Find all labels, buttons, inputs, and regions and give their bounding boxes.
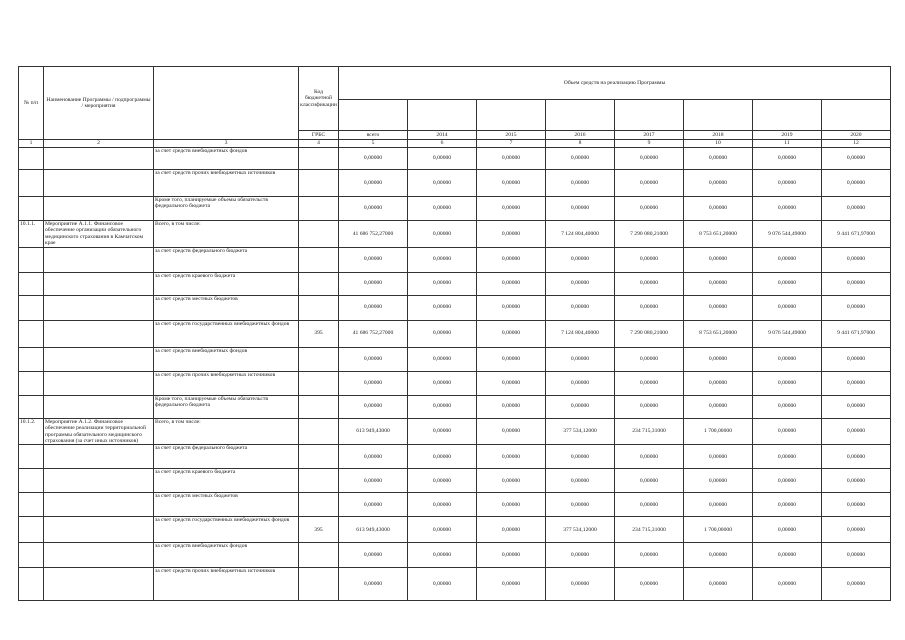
year-value-cell: 0,00000 bbox=[408, 418, 477, 445]
year-value-cell: 0,00000 bbox=[684, 543, 753, 568]
header-year-cell: 2018 bbox=[684, 131, 753, 140]
table-row bbox=[19, 247, 891, 272]
grbs-code-cell bbox=[299, 445, 339, 469]
year-value-cell: 7 124 804,40000 bbox=[546, 320, 615, 347]
year-value-cell: 0,00000 bbox=[753, 272, 822, 295]
column-index-cell: 8 bbox=[546, 140, 615, 148]
table-row bbox=[19, 395, 891, 418]
table-row bbox=[19, 197, 891, 221]
year-value-cell: 7 290 080,21000 bbox=[615, 221, 684, 248]
column-index-cell: 4 bbox=[299, 140, 339, 148]
year-value-cell: 0,00000 bbox=[684, 272, 753, 295]
header-year-cell: 2019 bbox=[753, 131, 822, 140]
activity-name-cell bbox=[44, 543, 154, 568]
total-value-cell: 0,00000 bbox=[339, 170, 408, 197]
activity-name-cell: Мероприятие А.1.1. Финансовое обеспечение организации обязательного медицинского страхования в Камчатском крае bbox=[44, 221, 154, 248]
total-value-cell: 613 949,43000 bbox=[339, 517, 408, 543]
year-value-cell: 0,00000 bbox=[615, 445, 684, 469]
funding-source-cell: за счет средств внебюджетных фондов bbox=[154, 543, 299, 568]
year-value-cell: 0,00000 bbox=[684, 371, 753, 395]
year-value-cell: 0,00000 bbox=[546, 272, 615, 295]
total-value-cell: 0,00000 bbox=[339, 469, 408, 493]
grbs-code-cell: 395 bbox=[299, 517, 339, 543]
table-row bbox=[19, 371, 891, 395]
activity-name-cell bbox=[44, 148, 154, 170]
year-value-cell: 0,00000 bbox=[753, 371, 822, 395]
column-index-cell: 6 bbox=[408, 140, 477, 148]
year-value-cell: 0,00000 bbox=[408, 148, 477, 170]
column-index-cell: 3 bbox=[154, 140, 299, 148]
year-value-cell: 0,00000 bbox=[477, 568, 546, 601]
year-value-cell: 0,00000 bbox=[477, 148, 546, 170]
activity-name-cell bbox=[44, 347, 154, 371]
table-row bbox=[19, 568, 891, 601]
year-value-cell: 0,00000 bbox=[615, 247, 684, 272]
year-value-cell: 0,00000 bbox=[684, 295, 753, 320]
table-row bbox=[19, 445, 891, 469]
header-year-cell: 2016 bbox=[546, 131, 615, 140]
year-value-cell: 8 753 651,20000 bbox=[684, 320, 753, 347]
year-value-cell: 0,00000 bbox=[753, 418, 822, 445]
activity-name-cell bbox=[44, 197, 154, 221]
year-value-cell: 0,00000 bbox=[477, 469, 546, 493]
year-value-cell: 0,00000 bbox=[615, 395, 684, 418]
year-value-cell: 0,00000 bbox=[408, 445, 477, 469]
activity-name-cell bbox=[44, 568, 154, 601]
year-value-cell: 0,00000 bbox=[477, 395, 546, 418]
table-row bbox=[19, 170, 891, 197]
table-row bbox=[19, 543, 891, 568]
column-index-cell: 11 bbox=[753, 140, 822, 148]
row-number-cell bbox=[19, 247, 44, 272]
table-row bbox=[19, 493, 891, 517]
year-value-cell: 9 076 544,49000 bbox=[753, 320, 822, 347]
activity-name-cell bbox=[44, 320, 154, 347]
total-value-cell: 0,00000 bbox=[339, 148, 408, 170]
column-index-cell: 10 bbox=[684, 140, 753, 148]
year-value-cell: 0,00000 bbox=[546, 493, 615, 517]
year-value-cell: 0,00000 bbox=[477, 221, 546, 248]
activity-name-cell bbox=[44, 295, 154, 320]
activity-name-cell bbox=[44, 272, 154, 295]
year-value-cell: 0,00000 bbox=[408, 568, 477, 601]
row-number-cell: 10.1.1. bbox=[19, 221, 44, 248]
year-value-cell: 0,00000 bbox=[753, 517, 822, 543]
year-value-cell: 0,00000 bbox=[753, 543, 822, 568]
budget-table-sheet bbox=[18, 66, 891, 601]
year-value-cell: 0,00000 bbox=[615, 568, 684, 601]
year-value-cell: 0,00000 bbox=[408, 197, 477, 221]
row-number-cell bbox=[19, 445, 44, 469]
year-value-cell: 0,00000 bbox=[615, 371, 684, 395]
grbs-code-cell bbox=[299, 371, 339, 395]
grbs-code-cell bbox=[299, 170, 339, 197]
funding-source-cell: Кроме того, планируемые объемы обязательств федерального бюджета bbox=[154, 197, 299, 221]
funding-source-cell: за счет средств местных бюджетов bbox=[154, 295, 299, 320]
grbs-code-cell: 395 bbox=[299, 320, 339, 347]
total-value-cell: 41 686 752,27000 bbox=[339, 221, 408, 248]
year-value-cell: 0,00000 bbox=[753, 295, 822, 320]
year-value-cell: 0,00000 bbox=[822, 568, 891, 601]
funding-source-cell: за счет средств прочих внебюджетных источников bbox=[154, 568, 299, 601]
funding-source-cell: за счет средств внебюджетных фондов bbox=[154, 347, 299, 371]
year-value-cell: 0,00000 bbox=[615, 347, 684, 371]
funding-source-cell: за счет средств краевого бюджета bbox=[154, 272, 299, 295]
year-value-cell: 0,00000 bbox=[822, 418, 891, 445]
year-value-cell: 377 534,12000 bbox=[546, 418, 615, 445]
row-number-cell bbox=[19, 469, 44, 493]
grbs-code-cell bbox=[299, 148, 339, 170]
activity-name-cell bbox=[44, 493, 154, 517]
row-number-cell: 10.1.2. bbox=[19, 418, 44, 445]
header-blank-cell bbox=[615, 100, 684, 131]
funding-source-cell: за счет средств федерального бюджета bbox=[154, 247, 299, 272]
year-value-cell: 0,00000 bbox=[408, 221, 477, 248]
row-number-cell bbox=[19, 148, 44, 170]
total-value-cell: 0,00000 bbox=[339, 568, 408, 601]
total-value-cell: 0,00000 bbox=[339, 347, 408, 371]
year-value-cell: 9 441 671,97000 bbox=[822, 320, 891, 347]
year-value-cell: 0,00000 bbox=[822, 272, 891, 295]
year-value-cell: 7 124 804,40000 bbox=[546, 221, 615, 248]
total-value-cell: 0,00000 bbox=[339, 272, 408, 295]
header-source-cell bbox=[154, 67, 299, 140]
table-row bbox=[19, 148, 891, 170]
year-value-cell: 0,00000 bbox=[408, 469, 477, 493]
total-value-cell: 0,00000 bbox=[339, 371, 408, 395]
row-number-cell bbox=[19, 493, 44, 517]
activity-name-cell bbox=[44, 469, 154, 493]
year-value-cell: 0,00000 bbox=[753, 395, 822, 418]
grbs-code-cell bbox=[299, 568, 339, 601]
row-number-cell bbox=[19, 543, 44, 568]
year-value-cell: 0,00000 bbox=[684, 568, 753, 601]
total-value-cell: 41 686 752,27000 bbox=[339, 320, 408, 347]
year-value-cell: 0,00000 bbox=[408, 517, 477, 543]
year-value-cell: 0,00000 bbox=[477, 445, 546, 469]
row-number-cell bbox=[19, 517, 44, 543]
year-value-cell: 0,00000 bbox=[822, 395, 891, 418]
table-row bbox=[19, 347, 891, 371]
year-value-cell: 1 700,00000 bbox=[684, 517, 753, 543]
header-code-cell: Код бюджетной классификации bbox=[299, 67, 339, 131]
year-value-cell: 0,00000 bbox=[615, 272, 684, 295]
total-value-cell: 0,00000 bbox=[339, 395, 408, 418]
activity-name-cell bbox=[44, 371, 154, 395]
column-index-cell: 1 bbox=[19, 140, 44, 148]
header-blank-cell bbox=[684, 100, 753, 131]
funding-source-cell: за счет средств краевого бюджета bbox=[154, 469, 299, 493]
year-value-cell: 0,00000 bbox=[684, 445, 753, 469]
year-value-cell: 0,00000 bbox=[477, 543, 546, 568]
table-row bbox=[19, 469, 891, 493]
year-value-cell: 0,00000 bbox=[684, 148, 753, 170]
year-value-cell: 0,00000 bbox=[753, 148, 822, 170]
year-value-cell: 0,00000 bbox=[615, 170, 684, 197]
activity-name-cell bbox=[44, 445, 154, 469]
year-value-cell: 0,00000 bbox=[753, 170, 822, 197]
year-value-cell: 0,00000 bbox=[822, 371, 891, 395]
year-value-cell: 0,00000 bbox=[408, 272, 477, 295]
table-row bbox=[19, 418, 891, 445]
year-value-cell: 0,00000 bbox=[477, 517, 546, 543]
year-value-cell: 0,00000 bbox=[477, 295, 546, 320]
header-total-cell: всего bbox=[339, 131, 408, 140]
year-value-cell: 0,00000 bbox=[477, 320, 546, 347]
year-value-cell: 0,00000 bbox=[408, 295, 477, 320]
header-blank-cell bbox=[477, 100, 546, 131]
total-value-cell: 0,00000 bbox=[339, 197, 408, 221]
year-value-cell: 9 076 544,49000 bbox=[753, 221, 822, 248]
header-blank-cell bbox=[339, 100, 408, 131]
grbs-code-cell bbox=[299, 543, 339, 568]
activity-name-cell bbox=[44, 247, 154, 272]
table-row bbox=[19, 272, 891, 295]
column-index-cell: 7 bbox=[477, 140, 546, 148]
activity-name-cell: Мероприятие А.1.2. Финансовое обеспечение реализации территориальной программы обязательного медицинского страхования (за счет иных источников) bbox=[44, 418, 154, 445]
column-index-cell: 5 bbox=[339, 140, 408, 148]
year-value-cell: 0,00000 bbox=[822, 148, 891, 170]
year-value-cell: 0,00000 bbox=[615, 295, 684, 320]
year-value-cell: 0,00000 bbox=[615, 148, 684, 170]
year-value-cell: 234 715,31000 bbox=[615, 418, 684, 445]
year-value-cell: 0,00000 bbox=[477, 272, 546, 295]
table-row bbox=[19, 295, 891, 320]
year-value-cell: 0,00000 bbox=[546, 371, 615, 395]
year-value-cell: 0,00000 bbox=[822, 347, 891, 371]
grbs-code-cell bbox=[299, 272, 339, 295]
funding-source-cell: Всего, в том числе: bbox=[154, 221, 299, 248]
year-value-cell: 1 700,00000 bbox=[684, 418, 753, 445]
year-value-cell: 0,00000 bbox=[684, 493, 753, 517]
funding-source-cell: за счет средств внебюджетных фондов bbox=[154, 148, 299, 170]
total-value-cell: 0,00000 bbox=[339, 445, 408, 469]
header-blank-cell bbox=[408, 100, 477, 131]
total-value-cell: 0,00000 bbox=[339, 543, 408, 568]
year-value-cell: 0,00000 bbox=[822, 197, 891, 221]
year-value-cell: 0,00000 bbox=[477, 197, 546, 221]
funding-source-cell: за счет средств государственных внебюджетных фондов bbox=[154, 320, 299, 347]
year-value-cell: 0,00000 bbox=[753, 493, 822, 517]
year-value-cell: 0,00000 bbox=[822, 493, 891, 517]
year-value-cell: 0,00000 bbox=[822, 445, 891, 469]
year-value-cell: 0,00000 bbox=[753, 445, 822, 469]
funding-source-cell: Всего, в том числе: bbox=[154, 418, 299, 445]
year-value-cell: 0,00000 bbox=[822, 543, 891, 568]
row-number-cell bbox=[19, 272, 44, 295]
year-value-cell: 0,00000 bbox=[408, 170, 477, 197]
total-value-cell: 0,00000 bbox=[339, 295, 408, 320]
row-number-cell bbox=[19, 395, 44, 418]
total-value-cell: 0,00000 bbox=[339, 247, 408, 272]
year-value-cell: 9 441 671,97000 bbox=[822, 221, 891, 248]
header-year-cell: 2020 bbox=[822, 131, 891, 140]
year-value-cell: 0,00000 bbox=[822, 469, 891, 493]
column-index-cell: 12 bbox=[822, 140, 891, 148]
grbs-code-cell bbox=[299, 418, 339, 445]
year-value-cell: 0,00000 bbox=[615, 493, 684, 517]
header-row-index bbox=[19, 140, 891, 148]
year-value-cell: 0,00000 bbox=[477, 493, 546, 517]
year-value-cell: 0,00000 bbox=[615, 469, 684, 493]
year-value-cell: 0,00000 bbox=[822, 247, 891, 272]
year-value-cell: 0,00000 bbox=[546, 148, 615, 170]
year-value-cell: 0,00000 bbox=[822, 517, 891, 543]
activity-name-cell bbox=[44, 517, 154, 543]
year-value-cell: 0,00000 bbox=[408, 543, 477, 568]
header-blank-cell bbox=[753, 100, 822, 131]
header-grbs-cell: ГРБС bbox=[299, 131, 339, 140]
year-value-cell: 0,00000 bbox=[822, 170, 891, 197]
grbs-code-cell bbox=[299, 395, 339, 418]
year-value-cell: 0,00000 bbox=[546, 395, 615, 418]
year-value-cell: 0,00000 bbox=[546, 247, 615, 272]
table-row bbox=[19, 517, 891, 543]
year-value-cell: 0,00000 bbox=[546, 295, 615, 320]
year-value-cell: 0,00000 bbox=[477, 371, 546, 395]
year-value-cell: 0,00000 bbox=[684, 469, 753, 493]
year-value-cell: 0,00000 bbox=[477, 418, 546, 445]
year-value-cell: 0,00000 bbox=[684, 395, 753, 418]
year-value-cell: 0,00000 bbox=[408, 371, 477, 395]
row-number-cell bbox=[19, 295, 44, 320]
row-number-cell bbox=[19, 170, 44, 197]
funding-source-cell: Кроме того, планируемые объемы обязательств федерального бюджета bbox=[154, 395, 299, 418]
year-value-cell: 0,00000 bbox=[477, 347, 546, 371]
grbs-code-cell bbox=[299, 295, 339, 320]
year-value-cell: 0,00000 bbox=[684, 197, 753, 221]
funding-source-cell: за счет средств федерального бюджета bbox=[154, 445, 299, 469]
year-value-cell: 0,00000 bbox=[615, 197, 684, 221]
year-value-cell: 0,00000 bbox=[546, 445, 615, 469]
grbs-code-cell bbox=[299, 347, 339, 371]
funding-source-cell: за счет средств прочих внебюджетных источников bbox=[154, 371, 299, 395]
activity-name-cell bbox=[44, 170, 154, 197]
year-value-cell: 0,00000 bbox=[408, 493, 477, 517]
year-value-cell: 0,00000 bbox=[546, 197, 615, 221]
year-value-cell: 0,00000 bbox=[546, 543, 615, 568]
year-value-cell: 0,00000 bbox=[684, 347, 753, 371]
year-value-cell: 0,00000 bbox=[753, 568, 822, 601]
year-value-cell: 234 715,31000 bbox=[615, 517, 684, 543]
header-year-cell: 2017 bbox=[615, 131, 684, 140]
column-index-cell: 2 bbox=[44, 140, 154, 148]
year-value-cell: 0,00000 bbox=[546, 347, 615, 371]
row-number-cell bbox=[19, 371, 44, 395]
activity-name-cell bbox=[44, 395, 154, 418]
year-value-cell: 0,00000 bbox=[408, 395, 477, 418]
year-value-cell: 377 534,12000 bbox=[546, 517, 615, 543]
header-volume-cell: Объем средств на реализацию Программы bbox=[339, 67, 891, 100]
row-number-cell bbox=[19, 320, 44, 347]
funding-source-cell: за счет средств прочих внебюджетных источников bbox=[154, 170, 299, 197]
funding-source-cell: за счет средств местных бюджетов bbox=[154, 493, 299, 517]
grbs-code-cell bbox=[299, 221, 339, 248]
table-row bbox=[19, 221, 891, 248]
header-num-cell: № п/п bbox=[19, 67, 44, 140]
grbs-code-cell bbox=[299, 197, 339, 221]
header-blank-cell bbox=[822, 100, 891, 131]
budget-table bbox=[18, 66, 891, 601]
grbs-code-cell bbox=[299, 247, 339, 272]
grbs-code-cell bbox=[299, 493, 339, 517]
year-value-cell: 0,00000 bbox=[684, 247, 753, 272]
year-value-cell: 0,00000 bbox=[615, 543, 684, 568]
year-value-cell: 0,00000 bbox=[408, 247, 477, 272]
header-year-cell: 2015 bbox=[477, 131, 546, 140]
year-value-cell: 0,00000 bbox=[753, 347, 822, 371]
year-value-cell: 0,00000 bbox=[477, 170, 546, 197]
funding-source-cell: за счет средств государственных внебюджетных фондов bbox=[154, 517, 299, 543]
total-value-cell: 0,00000 bbox=[339, 493, 408, 517]
grbs-code-cell bbox=[299, 469, 339, 493]
year-value-cell: 0,00000 bbox=[408, 347, 477, 371]
year-value-cell: 0,00000 bbox=[546, 170, 615, 197]
header-name-cell: Наименование Программы / подпрограммы / мероприятия bbox=[44, 67, 154, 140]
year-value-cell: 0,00000 bbox=[753, 247, 822, 272]
header-blank-cell bbox=[546, 100, 615, 131]
year-value-cell: 0,00000 bbox=[753, 197, 822, 221]
year-value-cell: 0,00000 bbox=[822, 295, 891, 320]
header-year-cell: 2014 bbox=[408, 131, 477, 140]
year-value-cell: 0,00000 bbox=[753, 469, 822, 493]
header-row-top bbox=[19, 67, 891, 100]
year-value-cell: 8 753 651,20000 bbox=[684, 221, 753, 248]
column-index-cell: 9 bbox=[615, 140, 684, 148]
year-value-cell: 0,00000 bbox=[408, 320, 477, 347]
year-value-cell: 0,00000 bbox=[546, 469, 615, 493]
year-value-cell: 0,00000 bbox=[546, 568, 615, 601]
year-value-cell: 7 290 080,21000 bbox=[615, 320, 684, 347]
table-row bbox=[19, 320, 891, 347]
year-value-cell: 0,00000 bbox=[684, 170, 753, 197]
year-value-cell: 0,00000 bbox=[477, 247, 546, 272]
row-number-cell bbox=[19, 347, 44, 371]
row-number-cell bbox=[19, 568, 44, 601]
total-value-cell: 613 949,43000 bbox=[339, 418, 408, 445]
row-number-cell bbox=[19, 197, 44, 221]
